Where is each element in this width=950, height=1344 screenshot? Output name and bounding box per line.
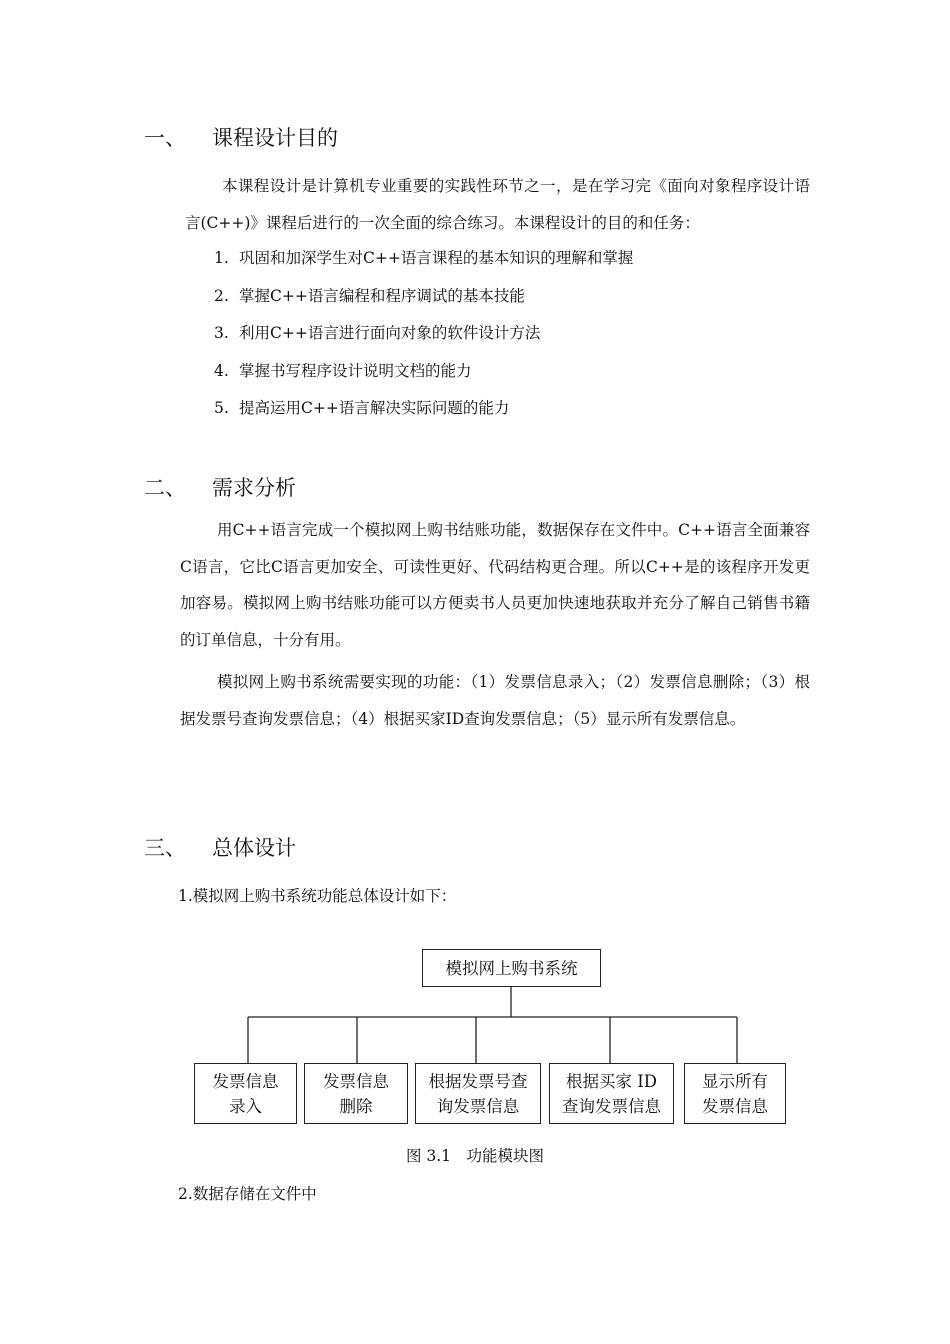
section-3-title: 总体设计 (212, 836, 296, 860)
diagram-node-label: 发票信息 (702, 1096, 768, 1116)
section-1-intro: 本课程设计是计算机专业重要的实践性环节之一，是在学习完《面向对象程序设计语言(C++)》课程后进行的一次全面的综合练习。本课程设计的目的和任务： (185, 177, 810, 232)
diagram-node-label: 查询发票信息 (562, 1096, 661, 1116)
section-2-number: 二、 (144, 476, 186, 500)
diagram-node-label: 询发票信息 (436, 1096, 520, 1116)
figure-caption: 图 3.1 功能模块图 (405, 1147, 545, 1165)
diagram-node-box (549, 1063, 674, 1124)
section-3-subheading-1: 1.模拟网上购书系统功能总体设计如下： (178, 887, 457, 905)
section-2-paragraph-2: 模拟网上购书系统需要实现的功能：（1）发票信息录入；（2）发票信息删除；（3）根据发票号查询发票信息；（4）根据买家ID查询发票信息；（5）显示所有发票信息。 (180, 673, 810, 728)
diagram-node-label: 删除 (339, 1096, 373, 1116)
diagram-node-box (304, 1063, 408, 1124)
section-1-number: 一、 (144, 126, 186, 150)
diagram-node-box (194, 1063, 297, 1124)
section-2-title: 需求分析 (212, 476, 296, 500)
section-2-paragraph-1: 用C++语言完成一个模拟网上购书结账功能，数据保存在文件中。C++语言全面兼容C语言，它比C语言更加安全、可读性更好、代码结构更合理。所以C++是的该程序开发更加容易。模拟网上购书结账功能可以方便卖书人员更加快速地获取并充分了解自己销售书籍的订单信息，十分有用。 (180, 521, 810, 649)
list-item: 5. 提高运用C++语言解决实际问题的能力 (214, 399, 510, 417)
list-item: 2. 掌握C++语言编程和程序调试的基本技能 (214, 286, 525, 305)
diagram-root-label: 模拟网上购书系统 (445, 958, 578, 978)
diagram-node-label: 根据发票号查 (428, 1071, 528, 1091)
diagram-node-label: 录入 (229, 1096, 262, 1116)
diagram-node-box (415, 1063, 541, 1124)
diagram-node-label: 显示所有 (702, 1071, 768, 1091)
list-item: 1. 巩固和加深学生对C++语言课程的基本知识的理解和掌握 (214, 249, 634, 267)
list-item: 4. 掌握书写程序设计说明文档的能力 (214, 361, 472, 380)
section-3-number: 三、 (144, 836, 186, 860)
diagram-root-box (422, 949, 601, 987)
diagram-node-label: 发票信息 (323, 1071, 389, 1091)
list-item: 3. 利用C++语言进行面向对象的软件设计方法 (214, 324, 541, 342)
section-1-title: 课程设计目的 (212, 126, 338, 150)
diagram-node-label: 发票信息 (212, 1071, 279, 1091)
diagram-node-label: 根据买家 ID (566, 1071, 657, 1091)
diagram-node-box (684, 1063, 786, 1124)
section-3-subheading-2: 2.数据存储在文件中 (178, 1185, 317, 1203)
